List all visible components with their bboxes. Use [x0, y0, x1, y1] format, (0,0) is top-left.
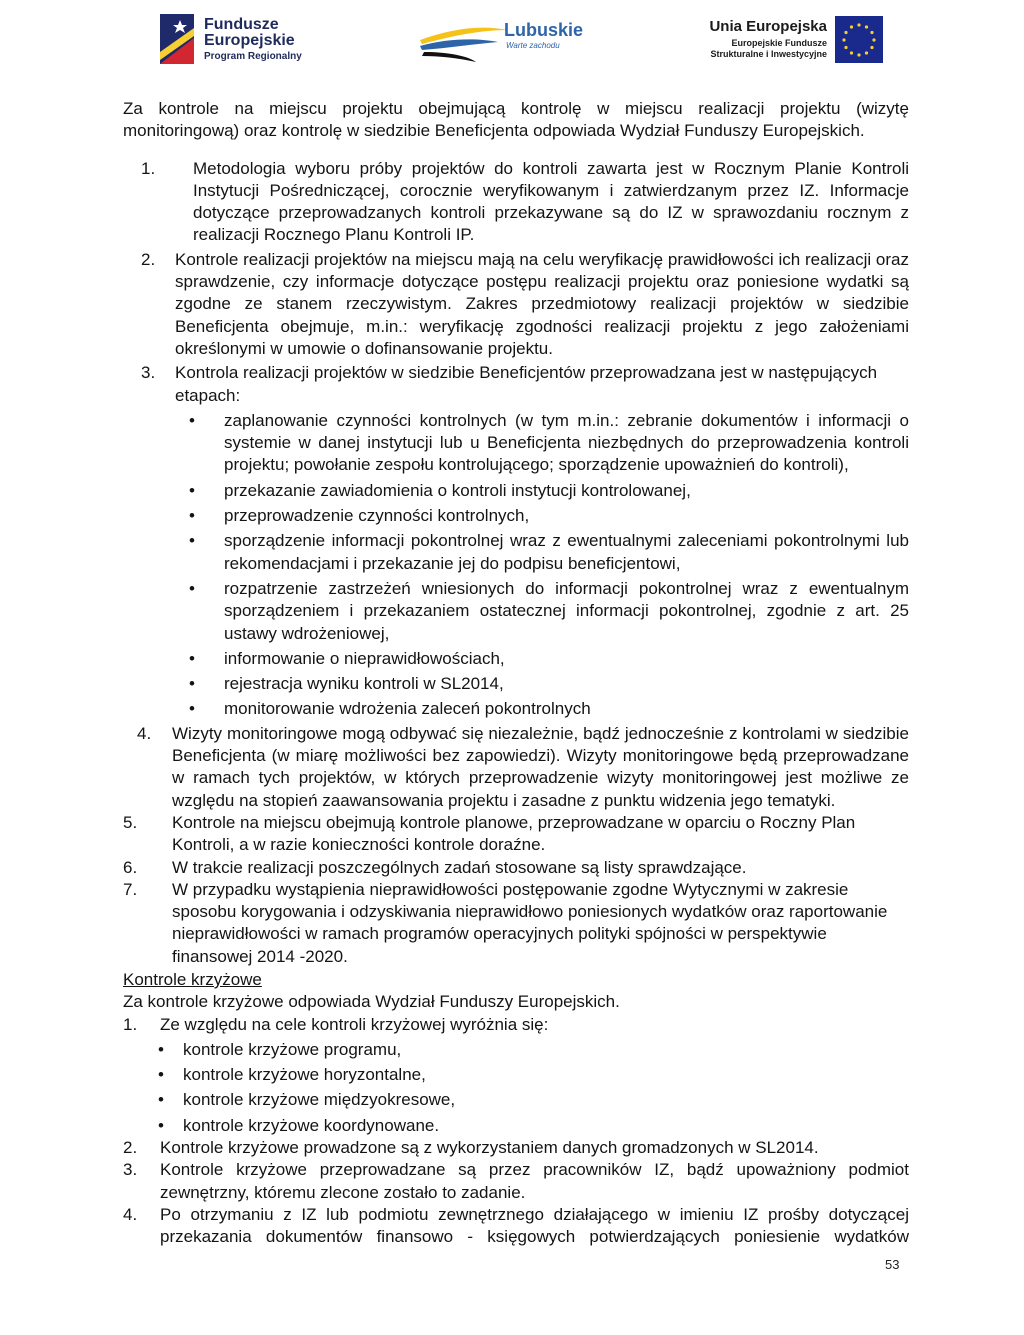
item-text: Kontrole realizacji projektów na miejscu mają na celu weryfikację prawidłowości ich realizacji oraz sprawdzenie, czy informacje dotyczące postępu realizacji projektu oraz poniesione wydatki są zgodne ze stanem rzeczywistym. Zakres przedmiotowy realizacji projektów w siedzibie Beneficjenta obejmuje, m.in.: weryfikację zgodności realizacji projektu z jego założeniami określonymi w umowie o dofinansowanie projektu. — [175, 249, 909, 358]
bullet-text: zaplanowanie czynności kontrolnych (w tym m.in.: zebranie dokumentów i informacji o systemie w danej instytucji lub u Beneficjenta niezbędnych do przeprowadzenia kontroli projektu; powołanie zespołu kontrolującego; sporządzenie upoważnień do kontroli), — [224, 410, 909, 475]
fundusze-europejskie-logo — [160, 14, 360, 68]
item-text: Wizyty monitoringowe mogą odbywać się niezależnie, bądź jednocześnie z kontrolami w siedzibie Beneficjenta (w miarę możliwości bez zapowiedzi). Wizyty monitoringowe będą przeprowadzane w ramach tych projektów, w których przeprowadzenie wizyty monitoringowej jest możliwe ze względu na stopień zaawansowania projektu i zasadne z punktu widzenia jego tematyki. — [172, 723, 909, 810]
fe-logo-line1: Fundusze — [204, 16, 279, 33]
bullet-icon: • — [189, 410, 195, 430]
bullet-icon: • — [189, 648, 195, 668]
list-item — [123, 158, 909, 247]
control-list — [123, 158, 909, 968]
list-item — [123, 249, 909, 360]
bullet-item — [123, 1115, 909, 1137]
bullet-item — [123, 530, 909, 575]
bullet-item — [123, 1039, 909, 1061]
bullet-icon: • — [189, 531, 195, 551]
bullet-item — [123, 505, 909, 527]
intro-paragraph: Za kontrole na miejscu projektu obejmującą kontrolę w miejscu realizacji projektu (wizytę monitoringową) oraz kontrolę w siedzibie Beneficjenta odpowiada Wydział Funduszy Europejskich. — [123, 99, 909, 141]
bullet-item — [123, 1089, 909, 1111]
list-item — [123, 812, 909, 857]
bullet-icon: • — [189, 674, 195, 694]
item-text: W trakcie realizacji poszczególnych zadań stosowane są listy sprawdzające. — [172, 857, 747, 877]
list-item — [123, 879, 909, 968]
bullet-text: kontrole krzyżowe horyzontalne, — [183, 1065, 426, 1085]
bullet-icon: • — [158, 1039, 164, 1059]
ue-logo-line1: Unia Europejska — [709, 18, 827, 35]
bullet-icon: • — [189, 578, 195, 598]
list-item — [123, 362, 909, 407]
list-item — [123, 1137, 909, 1159]
bullet-item — [123, 673, 909, 695]
section-lead: Za kontrole krzyżowe odpowiada Wydział Funduszy Europejskich. — [123, 992, 620, 1012]
list-item — [123, 723, 909, 812]
fe-logo-line2: Europejskie — [204, 32, 295, 49]
item-text: Ze względu na cele kontroli krzyżowej wyróżnia się: — [160, 1014, 549, 1034]
bullet-icon: • — [158, 1065, 164, 1085]
item-number: 1. — [123, 1014, 138, 1034]
item-number: 1. — [141, 158, 156, 178]
item-number: 5. — [123, 812, 138, 832]
bullet-icon: • — [189, 699, 195, 719]
item-text: W przypadku wystąpienia nieprawidłowości postępowanie zgodne Wytycznymi w zakresie sposobu korygowania i odzyskiwania nieprawidłowo poniesionych wydatków oraz raportowanie nieprawidłowości w ramach programów operacyjnych polityki spójności w perspektywie finansowej 2014 -2020. — [172, 879, 888, 966]
cross-check-bullet-list — [123, 1039, 909, 1137]
item-number: 2. — [141, 249, 156, 269]
bullet-text: kontrole krzyżowe programu, — [183, 1039, 402, 1059]
bullet-item — [123, 410, 909, 477]
bullet-text: przekazanie zawiadomienia o kontroli instytucji kontrolowanej, — [224, 480, 691, 500]
item-number: 2. — [123, 1138, 138, 1158]
item-number: 6. — [123, 857, 138, 877]
list-item — [123, 1204, 909, 1249]
lubuskie-swoosh-icon — [418, 16, 513, 64]
bullet-text: rejestracja wyniku kontroli w SL2014, — [224, 674, 504, 694]
bullet-icon: • — [189, 480, 195, 500]
item-text: Kontrole na miejscu obejmują kontrole planowe, przeprowadzane w oparciu o Roczny Plan Kontroli, a w razie konieczności kontrole doraźne. — [172, 812, 856, 855]
bullet-item — [123, 648, 909, 670]
item-text: Po otrzymaniu z IZ lub podmiotu zewnętrznego działającego w imieniu IZ prośby dotyczącej przekazania dokumentów finansowo - księgowych potwierdzających poniesienie wydatków — [160, 1204, 909, 1247]
cross-check-list — [123, 1014, 909, 1249]
bullet-icon: • — [158, 1090, 164, 1110]
bullet-item — [123, 480, 909, 502]
item-number: 3. — [123, 1160, 138, 1180]
item-number: 4. — [123, 1204, 138, 1224]
page-header — [0, 0, 1024, 80]
bullet-item — [123, 578, 909, 645]
ue-logo-line3: Strukturalne i Inwestycyjne — [710, 49, 827, 59]
list-item — [123, 1014, 909, 1036]
bullet-text: monitorowanie wdrożenia zaleceń pokontrolnych — [224, 699, 591, 719]
item-text: Metodologia wyboru próby projektów do kontroli zawarta jest w Rocznym Planie Kontroli Instytucji Pośredniczącej, corocznie weryfikowanym i zatwierdzanym przez IZ. Informacje dotyczące przeprowadzanych kontroli przekazywane są do IZ w sprawozdaniu rocznym z realizacji Rocznego Planu Kontroli IP. — [193, 158, 909, 245]
item-number: 3. — [141, 363, 156, 383]
item-number: 4. — [137, 723, 152, 743]
bullet-icon: • — [158, 1115, 164, 1135]
section-heading-kontrole-krzyzowe: Kontrole krzyżowe — [123, 969, 262, 989]
lubuskie-name: Lubuskie — [504, 20, 584, 40]
bullet-text: rozpatrzenie zastrzeżeń wniesionych do informacji pokontrolnej wraz z ewentualnym sporządzeniem i przekazaniem ostatecznej informacji pokontrolnej, zgodnie z art. 25 ustawy wdrożeniowej, — [224, 578, 909, 643]
list-item — [123, 857, 909, 879]
bullet-text: przeprowadzenie czynności kontrolnych, — [224, 506, 530, 526]
eu-flag-icon — [835, 16, 883, 63]
item-text: Kontrole krzyżowe prowadzone są z wykorzystaniem danych gromadzonych w SL2014. — [160, 1138, 819, 1158]
bullet-text: kontrole krzyżowe międzyokresowe, — [183, 1090, 456, 1110]
bullet-text: sporządzenie informacji pokontrolnej wraz z ewentualnymi zaleceniami pokontrolnymi lub rekomendacjami i przekazanie jej do podpisu beneficjentowi, — [224, 531, 909, 573]
bullet-text: informowanie o nieprawidłowościach, — [224, 648, 505, 668]
document-body — [123, 98, 909, 1249]
item-number: 7. — [123, 879, 138, 899]
bullet-icon: • — [189, 506, 195, 526]
fe-flag-icon — [160, 14, 194, 64]
bullet-item — [123, 1064, 909, 1086]
unia-europejska-logo — [668, 16, 883, 66]
fe-logo-line3: Program Regionalny — [204, 51, 302, 62]
page-number: 53 — [885, 1257, 900, 1272]
stage-bullet-list — [123, 410, 909, 721]
list-item — [123, 1159, 909, 1204]
ue-logo-line2: Europejskie Fundusze — [731, 38, 827, 48]
lubuskie-logo — [418, 16, 584, 66]
lubuskie-tagline: Warte zachodu — [506, 41, 560, 50]
item-text: Kontrola realizacji projektów w siedzibie Beneficjentów przeprowadzana jest w następujących etapach: — [175, 363, 878, 405]
item-text: Kontrole krzyżowe przeprowadzane są przez pracowników IZ, bądź upoważniony podmiot zewnętrzny, któremu zlecone zostało to zadanie. — [160, 1160, 909, 1202]
bullet-item — [123, 698, 909, 720]
bullet-text: kontrole krzyżowe koordynowane. — [183, 1115, 440, 1135]
